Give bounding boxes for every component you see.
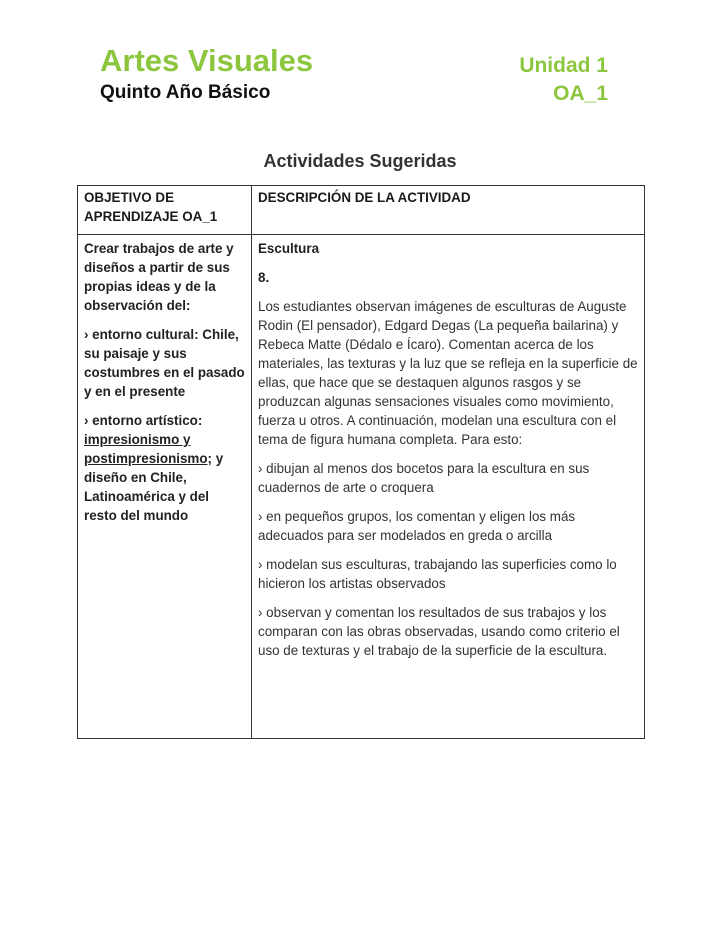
activity-step: › modelan sus esculturas, trabajando las superficies como lo hicieron los artistas observados — [258, 557, 617, 591]
objective-artistic-suffix: ; y diseño en Chile, Latinoamérica y del resto del mundo — [84, 451, 224, 523]
activity-step: › dibujan al menos dos bocetos para la escultura en sus cuadernos de arte o croquera — [258, 461, 590, 495]
objective-artistic — [84, 411, 245, 525]
column-header-objective: OBJETIVO DE APRENDIZAJE OA_1 — [78, 186, 252, 235]
activity-step: › en pequeños grupos, los comentan y eligen los más adecuados para ser modelados en greda o arcilla — [258, 509, 576, 543]
objective-cultural: › entorno cultural: Chile, su paisaje y sus costumbres en el pasado y en el presente — [84, 327, 245, 399]
page-subtitle: Quinto Año Básico — [100, 82, 271, 103]
activity-number: 8. — [258, 270, 270, 285]
unit-label: Unidad 1 — [519, 54, 608, 77]
column-header-description: DESCRIPCIÓN DE LA ACTIVIDAD — [252, 186, 645, 235]
activities-table — [77, 185, 645, 739]
activity-step: › observan y comentan los resultados de sus trabajos y los comparan con las obras observadas, usando como criterio el uso de texturas y el trabajo de la superficie de la escultura. — [258, 605, 620, 658]
section-title: Actividades Sugeridas — [263, 151, 457, 171]
oa-label: OA_1 — [553, 82, 608, 105]
activity-description: Los estudiantes observan imágenes de esculturas de Auguste Rodin (El pensador), Edgard Degas (La pequeña bailarina) y Rebeca Matte (Dédalo e Ícaro). Comentan acerca de los materiales, las texturas y la luz que se refleja en la superficie de ellas, que hace que se destaquen algunos rasgos y se produzcan algunas sensaciones visuales como movimiento, fuerza u otros. A continuación, modelan una escultura con el tema de figura humana completa. Para esto: — [258, 299, 638, 447]
table-header-row — [78, 186, 645, 235]
objective-artistic-prefix: › entorno artístico: — [84, 413, 203, 428]
activity-cell — [252, 235, 645, 739]
page-title: Artes Visuales — [100, 43, 314, 78]
objective-cell — [78, 235, 252, 739]
objective-artistic-underlined-2: postimpresionismo — [84, 451, 208, 466]
table-row — [78, 235, 645, 739]
objective-intro: Crear trabajos de arte y diseños a partir de sus propias ideas y de la observación del: — [84, 241, 234, 313]
objective-artistic-underlined-1: impresionismo y — [84, 432, 191, 447]
activity-heading: Escultura — [258, 241, 320, 256]
